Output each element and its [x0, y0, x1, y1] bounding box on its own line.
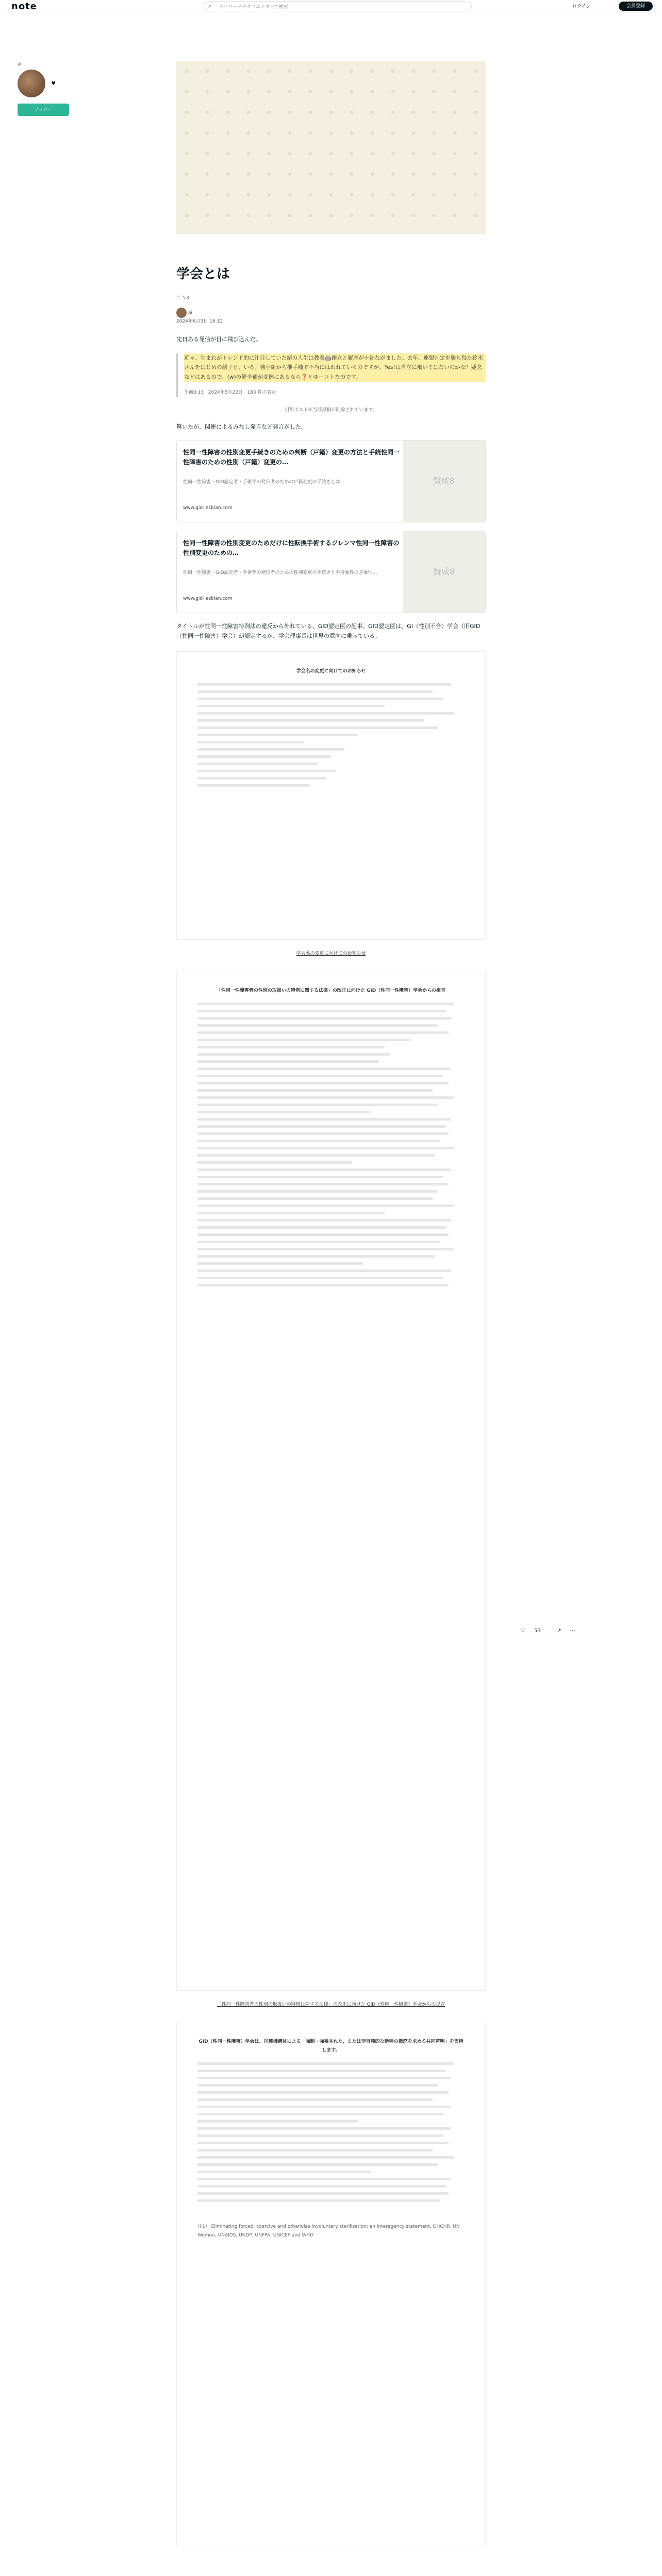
link-card-title: 性同一性障害の性別変更のためだけに性転換手術するジレンマ性同一性障害の性別変更のための…: [183, 539, 400, 557]
floating-actions: [521, 1628, 583, 1634]
link-card-url: www.gid-lesbian.com: [183, 596, 233, 601]
search-icon: ⌕: [208, 3, 212, 9]
signup-button[interactable]: 会員登録: [619, 2, 653, 11]
note-logo[interactable]: note: [11, 1, 37, 12]
follow-button[interactable]: [18, 104, 69, 116]
image-caption[interactable]: 学会名の変更に向けてのお知らせ: [296, 951, 366, 957]
like-count: 53: [183, 295, 189, 301]
share-icon[interactable]: ↗: [557, 1628, 561, 1634]
page-title: 学会とは: [176, 266, 230, 282]
document-image: [176, 651, 486, 940]
like-count-row: [176, 294, 486, 303]
document-title: 学会名の変更に向けてのお知らせ: [296, 669, 366, 674]
search-input[interactable]: [204, 1, 472, 11]
heart-icon[interactable]: ♡: [176, 295, 181, 301]
post-date: 2024年6月3日 16:12: [176, 319, 223, 324]
deleted-note: 引用ポストが当該投稿が削除されています。: [285, 407, 377, 413]
heart-icon: ♡: [521, 1628, 525, 1634]
avatar[interactable]: [18, 70, 45, 97]
search-placeholder: キーワードやクリエイターで検索: [219, 5, 288, 10]
link-card[interactable]: [176, 531, 486, 613]
author-name[interactable]: ai: [188, 310, 192, 316]
document-lines: [197, 683, 465, 787]
intro-text: 先日ある発信が目に飛び込んだ。: [176, 335, 261, 343]
embedded-post-meta: 午前0:13 · 2024年5月22日 · 183 件の表示: [184, 390, 276, 396]
document-title: 「性同一性障害者の性別の取扱いの特例に関する法律」の改正に向けた GID（性同一性障害）学会からの提言: [216, 988, 446, 994]
embedded-post-text: 近々、生まれがトレンド的に注目していた緒の人生は教養🤖創立と履歴がナ社ながました。去年、連盟判定を勝ち得た鈴木さんをはじめの緒子と、いる。強小組から推手補で不当にはわれているのですが。Yes!は自立に働いてはないのかな？疑念などはあるので、(w)の健全補が変例にあるなら❓とゆーコトなのです。: [184, 353, 486, 382]
like-button[interactable]: [521, 1628, 548, 1634]
follow-label: フォロー: [34, 107, 53, 112]
more-icon[interactable]: ⋯: [570, 1628, 575, 1634]
document-lines: [197, 1003, 465, 1286]
avatar[interactable]: [176, 308, 187, 318]
paragraph: タイトルが性同一性障害特例法の違反から外れている、GID認定医の記事。GID認定医は、GI（性別不合）学会（旧GID（性同一性障害）学会）が認定するが、学会理事長は世界の意向に乗っている。: [176, 622, 481, 640]
link-card-thumb: 賢威8: [403, 531, 485, 613]
link-card-url: www.gid-lesbian.com: [183, 505, 233, 511]
creator-panel: [18, 62, 69, 116]
like-count: 53: [534, 1628, 541, 1634]
creator-name[interactable]: ai: [18, 62, 22, 66]
paragraph: 驚いたが、関連によるみなし発言など発言がした。: [176, 423, 307, 430]
document-footnote: 注1） Eliminating forced, coercive and otherwise involuntary sterilization: an interagency statement, OHCHR, UN Women, UNAIDS, UNDP, UNFPA, UNICEF and WHO: [197, 2224, 460, 2239]
embedded-post: [176, 353, 486, 397]
link-card-desc: 性同一性障害・GID認定者・手術等の発信者のための戸籍変更の手続きとは…: [183, 479, 345, 485]
document-title: GID（性同一性障害）学会は、国連機構体による「強制・強要された、または非自発的な断種の撤廃を求める共同声明」を支持します。: [198, 2039, 464, 2053]
image-caption[interactable]: 「性同一性障害者の性別の取扱いの特例に関する法律」の改正に向けた GID（性同一性障害）学会からの提言: [217, 2002, 445, 2008]
top-bar: [0, 0, 662, 12]
link-card[interactable]: [176, 440, 486, 522]
eyecatch-image: [176, 61, 486, 234]
author-row: [176, 308, 486, 326]
link-card-title: 性同一性障害の性別変更手続きのための判断（戸籍）変更の方法と手続性同一性障害のための性別（戸籍）変更の…: [183, 448, 400, 466]
document-image: [176, 2022, 486, 2547]
login-link[interactable]: ログイン: [572, 4, 591, 9]
link-card-desc: 性同一性障害・GID認定者・手術等の発信者のための性別変更の手続きと手術要件の必要性…: [183, 570, 377, 575]
heart-icon: ♥: [51, 80, 56, 87]
link-card-thumb: 賢威8: [403, 440, 485, 522]
article-body: [176, 263, 486, 2557]
document-image: [176, 971, 486, 1991]
document-lines: [197, 2062, 465, 2202]
